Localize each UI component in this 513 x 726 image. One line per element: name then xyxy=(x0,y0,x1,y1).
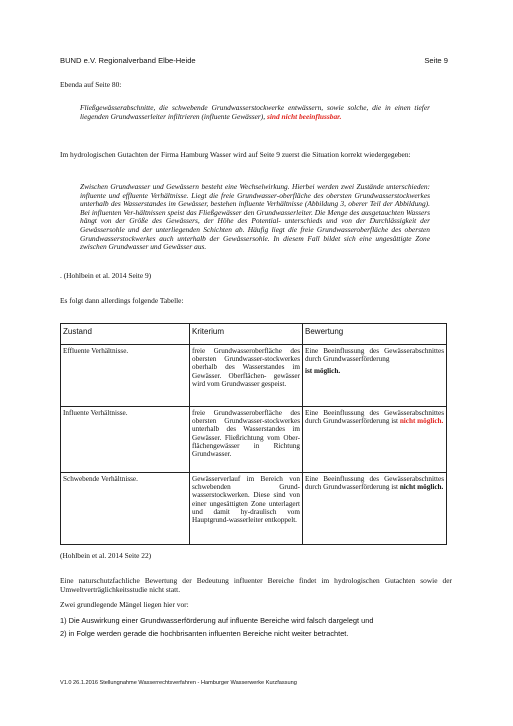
cell-bewertung-text: Eine Beeinflussung des Gewässerabschnittes durch Grundwasserförderung ist xyxy=(305,475,444,492)
header-page-number: Seite 9 xyxy=(424,56,448,65)
table-row xyxy=(61,407,447,473)
table-header-row xyxy=(61,324,447,345)
cell-kriterium: freie Grundwasseroberfläche des obersten Grundwasser-stockwerkes unterhalb des Wasserstandes im Gewässer. Fließrichtung vom Ober-flächengewässer in Richtung Grundwasser. xyxy=(190,407,303,473)
cell-zustand: Schwebende Verhältnisse. xyxy=(61,473,190,545)
cell-bewertung-text: Eine Beeinflussung des Gewässerabschnittes durch Grundwasserförderung ist xyxy=(305,409,444,426)
quote-1-text: Fließgewässerabschnitte, die schwebende Grundwasserstockwerke entwässern, sowie solche, die in einen tiefer liegenden Grundwasserleiter infiltrieren (influente Gewässer), xyxy=(80,103,430,121)
cell-kriterium: freie Grundwasseroberfläche des obersten Grundwasser-stockwerkes oberhalb des Wasserstandes im Gewässer. Oberflächen- gewässer wird vom Grundwasser gespeist. xyxy=(190,345,303,407)
footer-text: V1.0 26.1.2016 Stellungnahme Wasserrechtsverfahren - Hamburger Wasserwerke Kurzfassung xyxy=(60,680,297,686)
cell-bewertung xyxy=(303,345,447,407)
citation-1: . (Hohlbein et al. 2014 Seite 9) xyxy=(60,271,152,280)
column-header-kriterium: Kriterium xyxy=(190,324,303,345)
table-intro-text: Es folgt dann allerdings folgende Tabelle: xyxy=(60,296,184,305)
list-item: 2) in Folge werden gerade die hochbrisanten influenten Bereiche nicht weiter betrachtet. xyxy=(60,629,349,638)
cell-zustand: Effluente Verhältnisse. xyxy=(61,345,190,407)
cell-bewertung xyxy=(303,407,447,473)
cell-kriterium: Gewässerverlauf im Bereich von schwebenden Grund-wasserstockwerken. Diese sind von einer ungesättigten Zone unterlagert und damit hy-draulisch vom Hauptgrund-wasserleiter entkoppelt. xyxy=(190,473,303,545)
quote-block-2: Zwischen Grundwasser und Gewässern besteht eine Wechselwirkung. Hierbei werden zwei Zustände unterschieden: influente und effluente Verhältnisse. Liegt die freie Grundwasser-oberfläche des obersten Grundwasserstockwerkes unterhalb des Wasserstandes im Gewässer, bestehen influente Verhältnisse (Abbildung 3, oberer Teil der Abbildung). Bei influenten Ver-hältnissen speist das Fließgewässer den Grundwasserleiter. Die Menge des ausgetauchten Wassers hängt von der Größe des Gewässers, der Höhe des Potential- unterschieds und von der Durchlässigkeit der Gewässersohle und der unterliegenden Schichten ab. Häufig liegt die freie Grundwasseroberfläche des obersten Grundwasserstockwerkes auch unterhalb der Gewässersohle. In diesem Fall bildet sich eine ungesättigte Zone zwischen Grundwasser und Gewässer aus. xyxy=(80,182,430,252)
column-header-bewertung: Bewertung xyxy=(303,324,447,345)
quote-1-emphasis: sind nicht beeinflussbar. xyxy=(266,111,342,121)
cell-bewertung-emphasis: nicht möglich. xyxy=(399,417,444,426)
cell-zustand: Influente Verhältnisse. xyxy=(61,407,190,473)
header-organization: BUND e.V. Regionalverband Elbe-Heide xyxy=(60,56,196,65)
citation-2: (Hohlbein et al. 2014 Seite 22) xyxy=(60,551,152,560)
cell-bewertung xyxy=(303,473,447,545)
deficiency-list xyxy=(60,614,460,640)
criteria-table xyxy=(60,323,447,545)
paragraph-deficiencies: Zwei grundlegende Mängel liegen hier vor: xyxy=(60,600,189,609)
paragraph-assessment: Eine naturschutzfachliche Bewertung der Bedeutung influenter Bereiche findet im hydrologischen Gutachten sowie der Umweltverträglichkeitsstudie nicht statt. xyxy=(60,576,452,594)
list-item: 1) Die Auswirkung einer Grundwasserförderung auf influente Bereiche wird falsch dargelegt und xyxy=(60,616,374,625)
column-header-zustand: Zustand xyxy=(61,324,190,345)
cell-bewertung-emphasis: ist möglich. xyxy=(305,367,341,376)
cell-bewertung-text: Eine Beeinflussung des Gewässerabschnittes durch Grundwasserförderung xyxy=(305,347,444,364)
intro-text: Ebenda auf Seite 80: xyxy=(60,80,122,89)
cell-bewertung-emphasis: nicht möglich. xyxy=(399,483,444,492)
quote-block-1 xyxy=(80,104,430,121)
paragraph-hamburg-wasser: Im hydrologischen Gutachten der Firma Hamburg Wasser wird auf Seite 9 zuerst die Situation korrekt wiedergegeben: xyxy=(60,150,411,159)
table-row xyxy=(61,345,447,407)
table-row xyxy=(61,473,447,545)
